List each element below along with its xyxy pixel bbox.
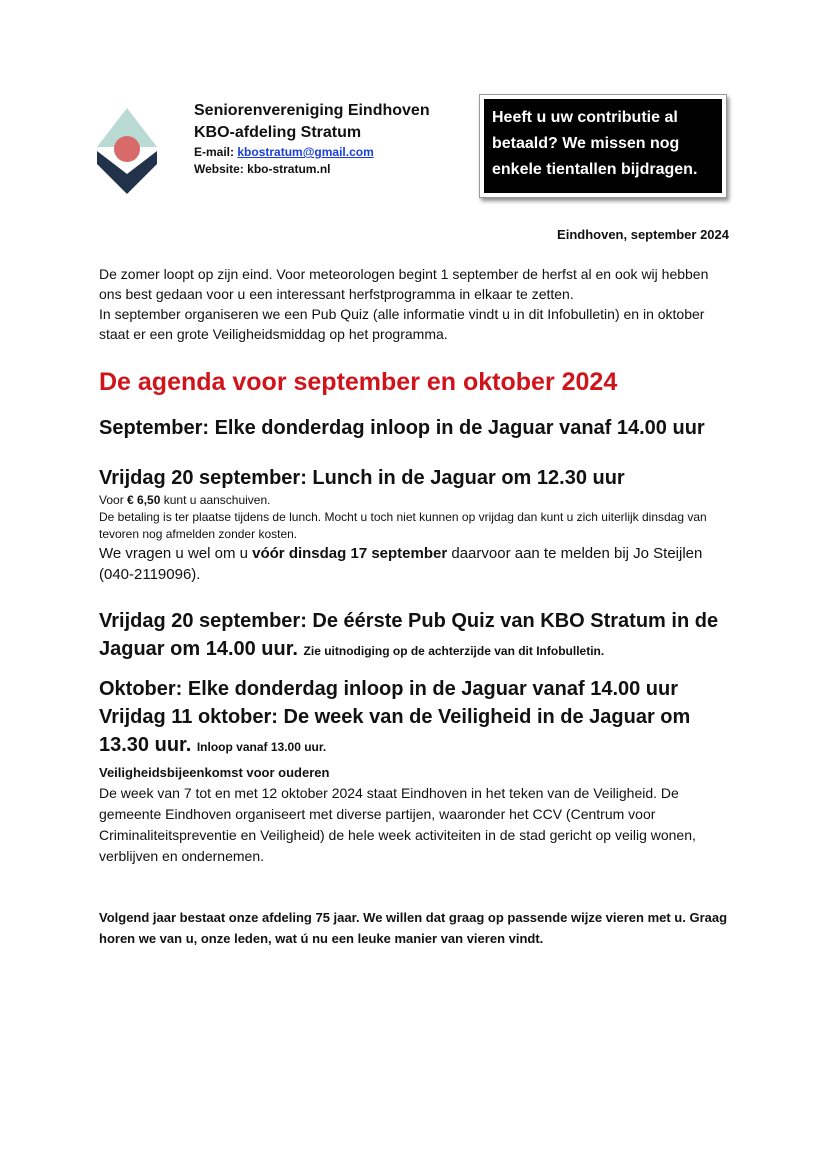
logo-circle: [114, 136, 140, 162]
email-line: [194, 144, 430, 161]
main-content: [99, 264, 731, 962]
date-line: Eindhoven, september 2024: [557, 227, 729, 242]
lunch-price-suffix: kunt u aanschuiven.: [160, 493, 271, 507]
lunch-register-deadline: vóór dinsdag 17 september: [252, 545, 448, 562]
pubquiz-note: Zie uitnodiging op de achterzijde van dit Infobulletin.: [303, 644, 605, 658]
veiligheid-heading: [99, 703, 731, 761]
email-link[interactable]: kbostratum@gmail.com: [237, 145, 374, 159]
footer-note: Volgend jaar bestaat onze afdeling 75 jaar. We willen dat graag op passende wijze vieren met u. Graag horen we van u, onze leden, wat ú nu een leuke manier van vieren vindt.: [99, 910, 728, 946]
veiligheid-heading-text: Vrijdag 11 oktober: De week van de Veiligheid in de Jaguar om 13.30 uur.: [99, 706, 691, 756]
intro-paragraph-2: In september organiseren we een Pub Quiz (alle informatie vindt u in dit Infobulletin) en in oktober staat er een grote Veiligheidsmiddag op het programma.: [99, 306, 705, 342]
veiligheid-inloop: Inloop vanaf 13.00 uur.: [196, 740, 327, 754]
lunch-register: [99, 543, 731, 585]
oktober-inloop-heading: Oktober: Elke donderdag inloop in de Jaguar vanaf 14.00 uur: [99, 678, 679, 700]
website-value: kbo-stratum.nl: [247, 162, 331, 176]
veiligheid-body: De week van 7 tot en met 12 oktober 2024 staat Eindhoven in het teken van de Veiligheid. De gemeente Eindhoven organiseert met diverse partijen, waaronder het CCV (Centrum voor Criminaliteitspreventie en Veiligheid) de hele week activiteiten in de stad gericht op veilig wonen, verblijven en ondernemen.: [99, 785, 696, 864]
september-inloop-heading: September: Elke donderdag inloop in de Jaguar vanaf 14.00 uur: [99, 417, 705, 439]
agenda-title: De agenda voor september en oktober 2024: [99, 368, 618, 396]
lunch-price-prefix: Voor: [99, 493, 128, 507]
lunch-register-prefix: We vragen u wel om u: [99, 545, 253, 562]
lunch-register-suffix: daarvoor aan te melden bij Jo Steijlen (040-2119096).: [99, 545, 703, 583]
lunch-heading: Vrijdag 20 september: Lunch in de Jaguar om 12.30 uur: [99, 467, 625, 489]
callout-text: Heeft u uw contributie al betaald? We missen nog enkele tientallen bijdragen.: [484, 99, 722, 193]
lunch-price-line: [99, 492, 731, 509]
intro-paragraph-1: De zomer loopt op zijn eind. Voor meteorologen begint 1 september de herfst al en ook wij hebben ons best gedaan voor u een interessant herfstprogramma in elkaar te zetten.: [99, 266, 709, 302]
email-label: E-mail:: [194, 145, 235, 159]
website-line: [194, 161, 430, 178]
org-branch: KBO-afdeling Stratum: [194, 124, 362, 141]
website-label: Website:: [194, 162, 244, 176]
veiligheid-subheading: Veiligheidsbijeenkomst voor ouderen: [99, 765, 330, 780]
contribution-callout: [479, 94, 727, 198]
pubquiz-heading: [99, 607, 731, 665]
pubquiz-heading-text: Vrijdag 20 september: De éérste Pub Quiz van KBO Stratum in de Jaguar om 14.00 uur.: [99, 610, 719, 660]
pubquiz-block: [99, 607, 731, 665]
org-name: Seniorenvereniging Eindhoven: [194, 102, 430, 119]
lunch-payment: De betaling is ter plaatse tijdens de lunch. Mocht u toch niet kunnen op vrijdag dan kunt u zich uiterlijk dinsdag van tevoren nog afmelden zonder kosten.: [99, 510, 707, 541]
lunch-price: € 6,50: [127, 493, 161, 507]
org-header: [194, 100, 430, 178]
kbo-logo: [97, 104, 157, 196]
